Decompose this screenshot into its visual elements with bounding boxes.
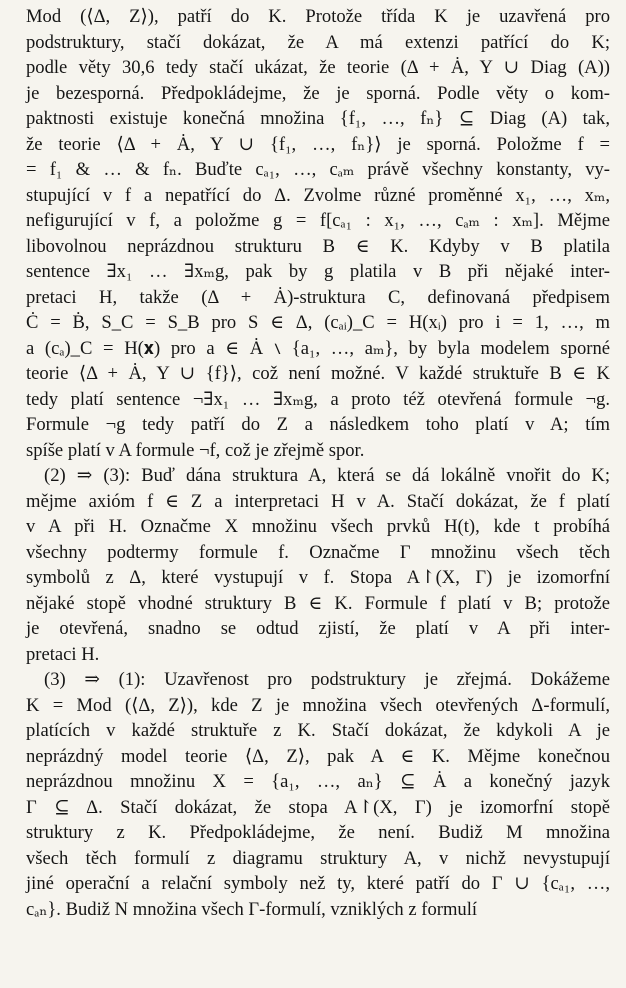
- text-line: stupující v f a nepatřící do Δ. Zvolme různé proměnné x₁, …, xₘ,: [26, 184, 610, 206]
- text-line: Ċ = Ḃ, S_C = S_B pro S ∈ Δ, (cₐᵢ)_C = H(xᵢ) pro i = 1, …, m: [26, 312, 610, 333]
- text-line: tedy platí sentence ¬∃x₁ … ∃xₘg, a proto též otevřená formule ¬g.: [26, 388, 610, 410]
- text-line: jiné operační a relační symboly než ty, které patří do Γ ∪ {cₐ₁, …,: [26, 873, 610, 894]
- text-line: neprázdný model teorie ⟨Δ, Z⟩, pak A ∈ K. Mějme konečnou: [26, 745, 610, 767]
- text-line: (3) ⇒ (1): Uzavřenost pro podstruktury je zřejmá. Dokážeme: [44, 669, 610, 690]
- text-line: neprázdnou množinu X = {a₁, …, aₙ} ⊆ Ȧ a konečný jazyk: [26, 771, 610, 792]
- text-line: cₐₙ}. Budiž N množina všech Γ-formulí, vzniklých z formulí: [26, 898, 478, 920]
- text-line: nefigurující v f, a položme g = f[cₐ₁ : x₁, …, cₐₘ : xₘ]. Mějme: [26, 210, 610, 231]
- text-line: Γ ⊆ Δ. Stačí dokázat, že stopa A↾(X, Γ) je izomorfní stopě: [26, 796, 610, 818]
- paragraph-proof-continuation: [26, 4, 610, 463]
- text-line: je bezesporná. Předpokládejme, že je sporná. Podle věty o kom-: [26, 82, 610, 104]
- text-line: Mod (⟨Δ, Z⟩), patří do K. Protože třída K je uzavřená pro: [26, 6, 610, 27]
- text-line: libovolnou neprázdnou strukturu B ∈ K. Kdyby v B platila: [26, 235, 610, 257]
- text-line: v A při H. Označme X množinu všech prvků H(t), kde t probíhá: [26, 516, 610, 537]
- text-line: (2) ⇒ (3): Buď dána struktura A, která se dá lokálně vnořit do K;: [44, 465, 610, 486]
- text-line: podstruktury, stačí dokázat, že A má extenzi patřící do K;: [26, 31, 610, 53]
- text-line: pretaci H.: [26, 643, 100, 665]
- text-line: Formule ¬g tedy patří do Z a následkem toho platí v A; tím: [26, 414, 610, 435]
- text-line: struktury z K. Předpokládejme, že není. Budiž M množina: [26, 822, 610, 843]
- text-line: všechny podtermy formule f. Označme Γ množinu všech těch: [26, 541, 610, 563]
- text-line: platících v každé struktuře z K. Stačí dokázat, že kdykoli A je: [26, 720, 610, 741]
- text-line: spíše platí v A formule ¬f, což je zřejmě spor.: [26, 439, 365, 461]
- text-line: symbolů z Δ, které vystupují v f. Stopa A↾(X, Γ) je izomorfní: [26, 567, 610, 588]
- text-line: podle věty 30,6 tedy stačí ukázat, že teorie (Δ + Ȧ, Y ∪ Diag (A)): [26, 57, 610, 78]
- text-line: a (cₐ)_C = H(𝐱) pro a ∈ Ȧ ∖ {a₁, …, aₘ}, by byla modelem sporné: [26, 337, 610, 359]
- text-line: pretaci H, takže (Δ + Ȧ)-struktura C, definovaná předpisem: [26, 286, 610, 308]
- text-line: = f₁ & … & fₙ. Buďte cₐ₁, …, cₐₘ právě všechny konstanty, vy-: [26, 159, 610, 180]
- text-line: teorie ⟨Δ + Ȧ, Y ∪ {f}⟩, což není možné. V každé struktuře B ∈ K: [26, 363, 610, 384]
- text-line: všech těch formulí z diagramu struktury A, v nichž nevystupují: [26, 847, 610, 869]
- text-line: že teorie ⟨Δ + Ȧ, Y ∪ {f₁, …, fₙ}⟩ je sporná. Položme f =: [26, 133, 610, 155]
- paragraph-2-implies-3: [26, 463, 610, 667]
- text-line: K = Mod (⟨Δ, Z⟩), kde Z je množina všech otevřených Δ-formulí,: [26, 694, 610, 716]
- text-line: sentence ∃x₁ … ∃xₘg, pak by g platila v B při nějaké inter-: [26, 261, 610, 282]
- paragraph-3-implies-1: [26, 667, 610, 922]
- text-line: je otevřená, snadno se odtud zjistí, že platí v A při inter-: [26, 618, 610, 639]
- text-line: nějaké stopě vhodné struktury B ∈ K. Formule f platí v B; protože: [26, 592, 610, 614]
- text-line: mějme axióm f ∈ Z a interpretaci H v A. Stačí dokázat, že f platí: [26, 490, 610, 512]
- text-line: paktnosti existuje konečná množina {f₁, …, fₙ} ⊆ Diag (A) tak,: [26, 108, 610, 129]
